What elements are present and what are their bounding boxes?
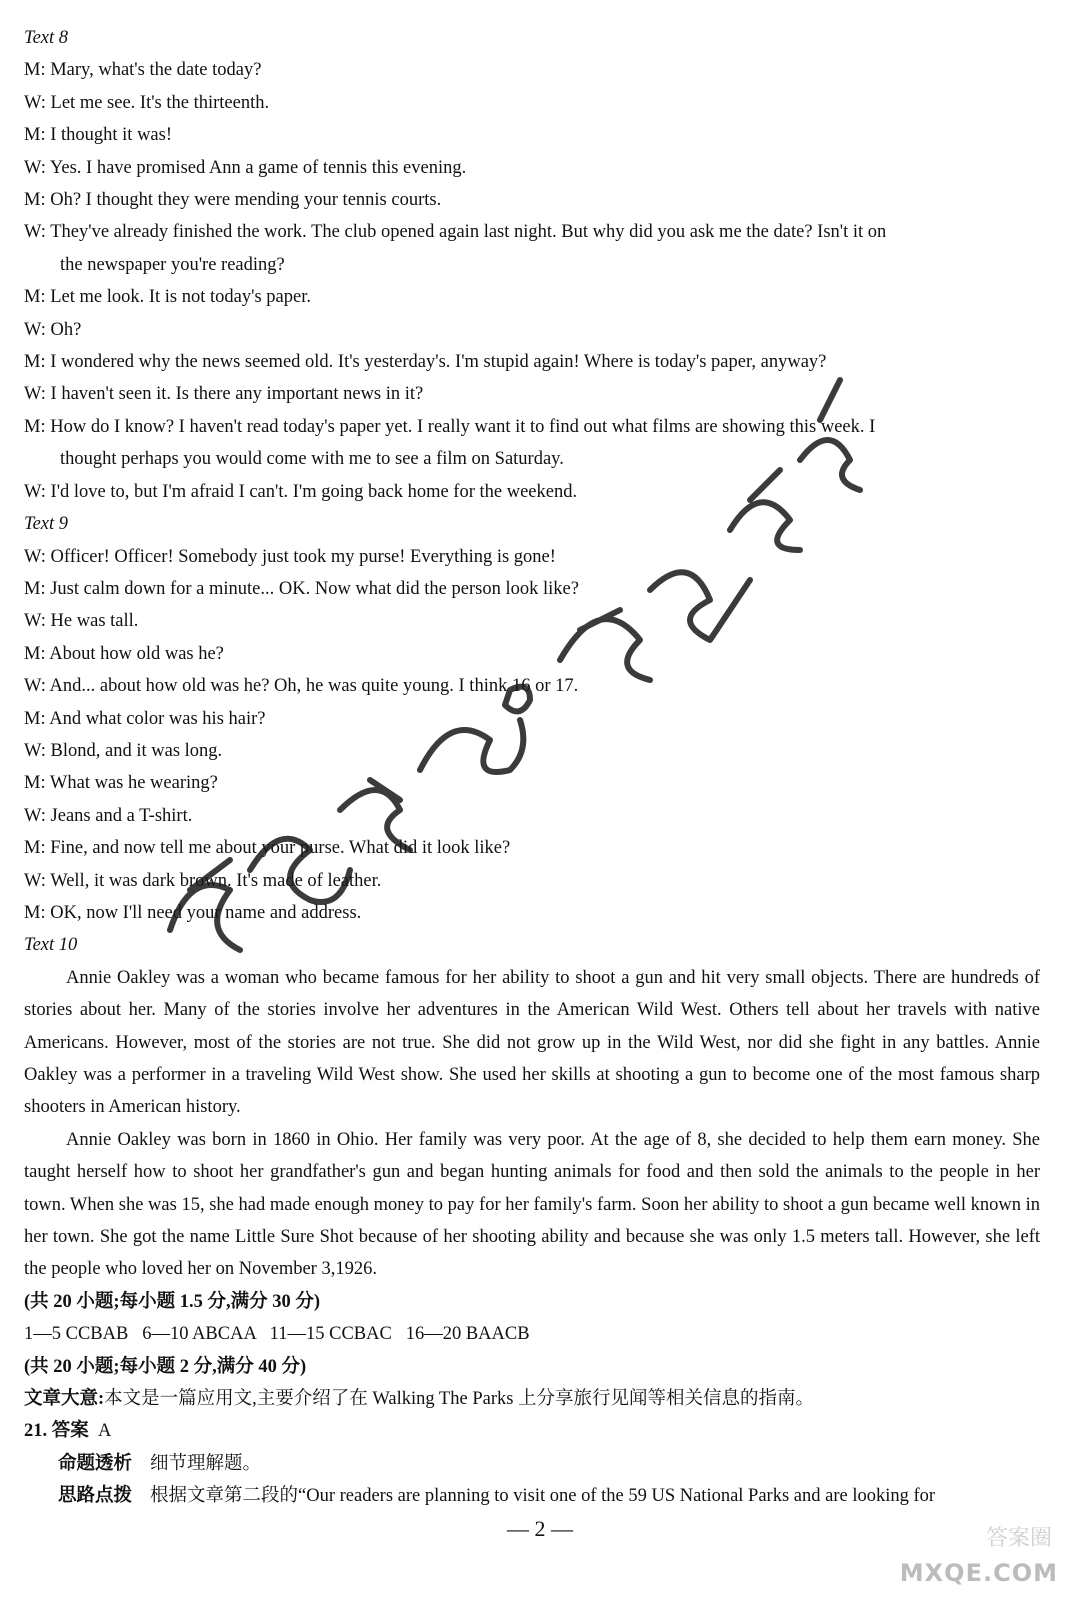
corner-watermark [878, 1517, 1058, 1587]
text9-heading: Text 9 [24, 514, 69, 535]
speaker-label: M: [24, 902, 46, 923]
text10-paragraph-2: Annie Oakley was born in 1860 in Ohio. Her family was very poor. At the age of 8, she decided to help them earn money. She taught herself how to shoot her grandfather's gun and began hunting animals for food and then sold the animals to the people in her town. When she was 15, she had made enough money to pay for her family's farm. Soon her ability to shoot a gun became well known in her town. She got the name Little Sure Shot because of her shooting ability and because she was only 1.5 meters tall. However, she left the people who loved her on November 3,1926. [24, 1129, 1040, 1280]
speaker-label: W: [24, 546, 46, 567]
dialogue-line [24, 119, 1040, 151]
text10-heading: Text 10 [24, 935, 78, 956]
dialogue-line [24, 184, 1040, 216]
text8-dialogue [24, 54, 1040, 508]
dialogue-line [24, 832, 1040, 864]
hint-text: 根据文章第二段的“Our readers are planning to visit one of the 59 US National Parks and are looking for [150, 1486, 936, 1507]
dialogue-line [24, 865, 1040, 897]
speaker-label: M: [24, 708, 46, 729]
dialogue-text: And... about how old was he? Oh, he was quite young. I think 16 or 17. [49, 676, 579, 697]
q21-answer: A [98, 1421, 112, 1442]
dialogue-line [24, 573, 1040, 605]
dialogue-line [24, 281, 1040, 313]
speaker-label: M: [24, 416, 46, 437]
dialogue-text: I haven't seen it. Is there any important news in it? [50, 384, 424, 405]
speaker-label: M: [24, 352, 46, 373]
section2-header: (共 20 小题;每小题 2 分,满分 40 分) [24, 1356, 307, 1377]
speaker-label: W: [24, 319, 46, 340]
dialogue-line [24, 605, 1040, 637]
dialogue-text: Jeans and a T-shirt. [50, 805, 193, 826]
analysis-line [24, 1448, 1040, 1480]
dialogue-line [24, 541, 1040, 573]
dialogue-text: Officer! Officer! Somebody just took my purse! Everything is gone! [50, 546, 556, 567]
analysis-label: 命题透析 [58, 1453, 133, 1474]
dialogue-text: They've already finished the work. The club opened again last night. But why did you ask me the date? Isn't it on [50, 222, 887, 243]
dialogue-line [24, 411, 1040, 443]
dialogue-text: Let me look. It is not today's paper. [50, 287, 311, 308]
analysis-text: 细节理解题。 [150, 1453, 262, 1474]
summary-line [24, 1383, 1040, 1415]
speaker-label: W: [24, 870, 46, 891]
summary-label: 文章大意: [24, 1389, 105, 1410]
speaker-label: M: [24, 838, 46, 859]
dialogue-text: I wondered why the news seemed old. It's yesterday's. I'm stupid again! Where is today's paper, anyway? [50, 352, 827, 373]
dialogue-line [24, 346, 1040, 378]
q21-answer-line [24, 1415, 1040, 1447]
corner-watermark-bottom: MXQE.COM [899, 1559, 1058, 1587]
dialogue-text: Mary, what's the date today? [50, 60, 262, 81]
dialogue-continuation: thought perhaps you would come with me to see a film on Saturday. [60, 449, 564, 470]
speaker-label: W: [24, 157, 46, 178]
q21-label: 21. 答案 [24, 1421, 89, 1442]
speaker-label: M: [24, 60, 46, 81]
dialogue-text: Blond, and it was long. [50, 740, 223, 761]
dialogue-line [24, 735, 1040, 767]
speaker-label: W: [24, 222, 46, 243]
dialogue-text: Yes. I have promised Ann a game of tennis this evening. [49, 157, 467, 178]
corner-watermark-top: 答案圈 [985, 1526, 1052, 1551]
dialogue-line [24, 670, 1040, 702]
speaker-label: W: [24, 611, 46, 632]
dialogue-line [24, 897, 1040, 929]
section1-header: (共 20 小题;每小题 1.5 分,满分 30 分) [24, 1291, 320, 1312]
dialogue-text: About how old was he? [49, 643, 224, 664]
speaker-label: M: [24, 287, 46, 308]
dialogue-text: How do I know? I haven't read today's paper yet. I really want it to find out what films are showing this week. I [50, 416, 876, 437]
speaker-label: W: [24, 676, 46, 697]
dialogue-text: He was tall. [50, 611, 139, 632]
dialogue-line [24, 54, 1040, 86]
dialogue-text: Just calm down for a minute... OK. Now what did the person look like? [50, 578, 579, 599]
document-page [24, 22, 1040, 1513]
dialogue-text: Well, it was dark brown. It's made of leather. [50, 870, 382, 891]
dialogue-text: OK, now I'll need your name and address. [50, 902, 362, 923]
speaker-label: M: [24, 773, 46, 794]
speaker-label: W: [24, 384, 46, 405]
hint-line [24, 1480, 1040, 1512]
summary-text: 本文是一篇应用文,主要介绍了在 Walking The Parks 上分享旅行见闻等相关信息的指南。 [104, 1389, 815, 1410]
hint-label: 思路点拨 [58, 1486, 133, 1507]
dialogue-text: What was he wearing? [49, 773, 218, 794]
dialogue-line [24, 476, 1040, 508]
dialogue-line [24, 314, 1040, 346]
section1-answers: 1—5 CCBAB 6—10 ABCAA 11—15 CCBAC 16—20 BAACB [24, 1324, 530, 1345]
dialogue-text: I'd love to, but I'm afraid I can't. I'm going back home for the weekend. [50, 481, 578, 502]
text8-heading: Text 8 [24, 28, 69, 48]
dialogue-line [24, 703, 1040, 735]
dialogue-line [24, 800, 1040, 832]
dialogue-line [24, 767, 1040, 799]
dialogue-text: I thought it was! [50, 125, 172, 146]
dialogue-line [24, 378, 1040, 410]
page-number: — 2 — [507, 1516, 573, 1541]
speaker-label: W: [24, 481, 46, 502]
speaker-label: M: [24, 578, 46, 599]
dialogue-text: Let me see. It's the thirteenth. [50, 92, 270, 113]
speaker-label: M: [24, 643, 46, 664]
speaker-label: M: [24, 190, 46, 211]
dialogue-line [24, 87, 1040, 119]
dialogue-text: Oh? [50, 319, 82, 340]
text9-dialogue [24, 541, 1040, 930]
speaker-label: W: [24, 805, 46, 826]
dialogue-text: Fine, and now tell me about your purse. What did it look like? [50, 838, 511, 859]
speaker-label: W: [24, 92, 46, 113]
dialogue-continuation: the newspaper you're reading? [60, 254, 285, 275]
speaker-label: M: [24, 125, 46, 146]
dialogue-line [24, 638, 1040, 670]
dialogue-text: Oh? I thought they were mending your tennis courts. [50, 190, 442, 211]
dialogue-line [24, 216, 1040, 248]
speaker-label: W: [24, 740, 46, 761]
dialogue-line [24, 152, 1040, 184]
text10-paragraph-1: Annie Oakley was a woman who became famous for her ability to shoot a gun and hit very small objects. There are hundreds of stories about her. Many of the stories involve her adventures in the American Wild West. Others tell about her travels with native Americans. However, most of the stories are not true. She did not grow up in the Wild West, nor did she fight in any battles. Annie Oakley was a performer in a traveling Wild West show. She used her skills at shooting a gun to become one of the most famous sharp shooters in American history. [24, 967, 1040, 1118]
dialogue-text: And what color was his hair? [49, 708, 266, 729]
